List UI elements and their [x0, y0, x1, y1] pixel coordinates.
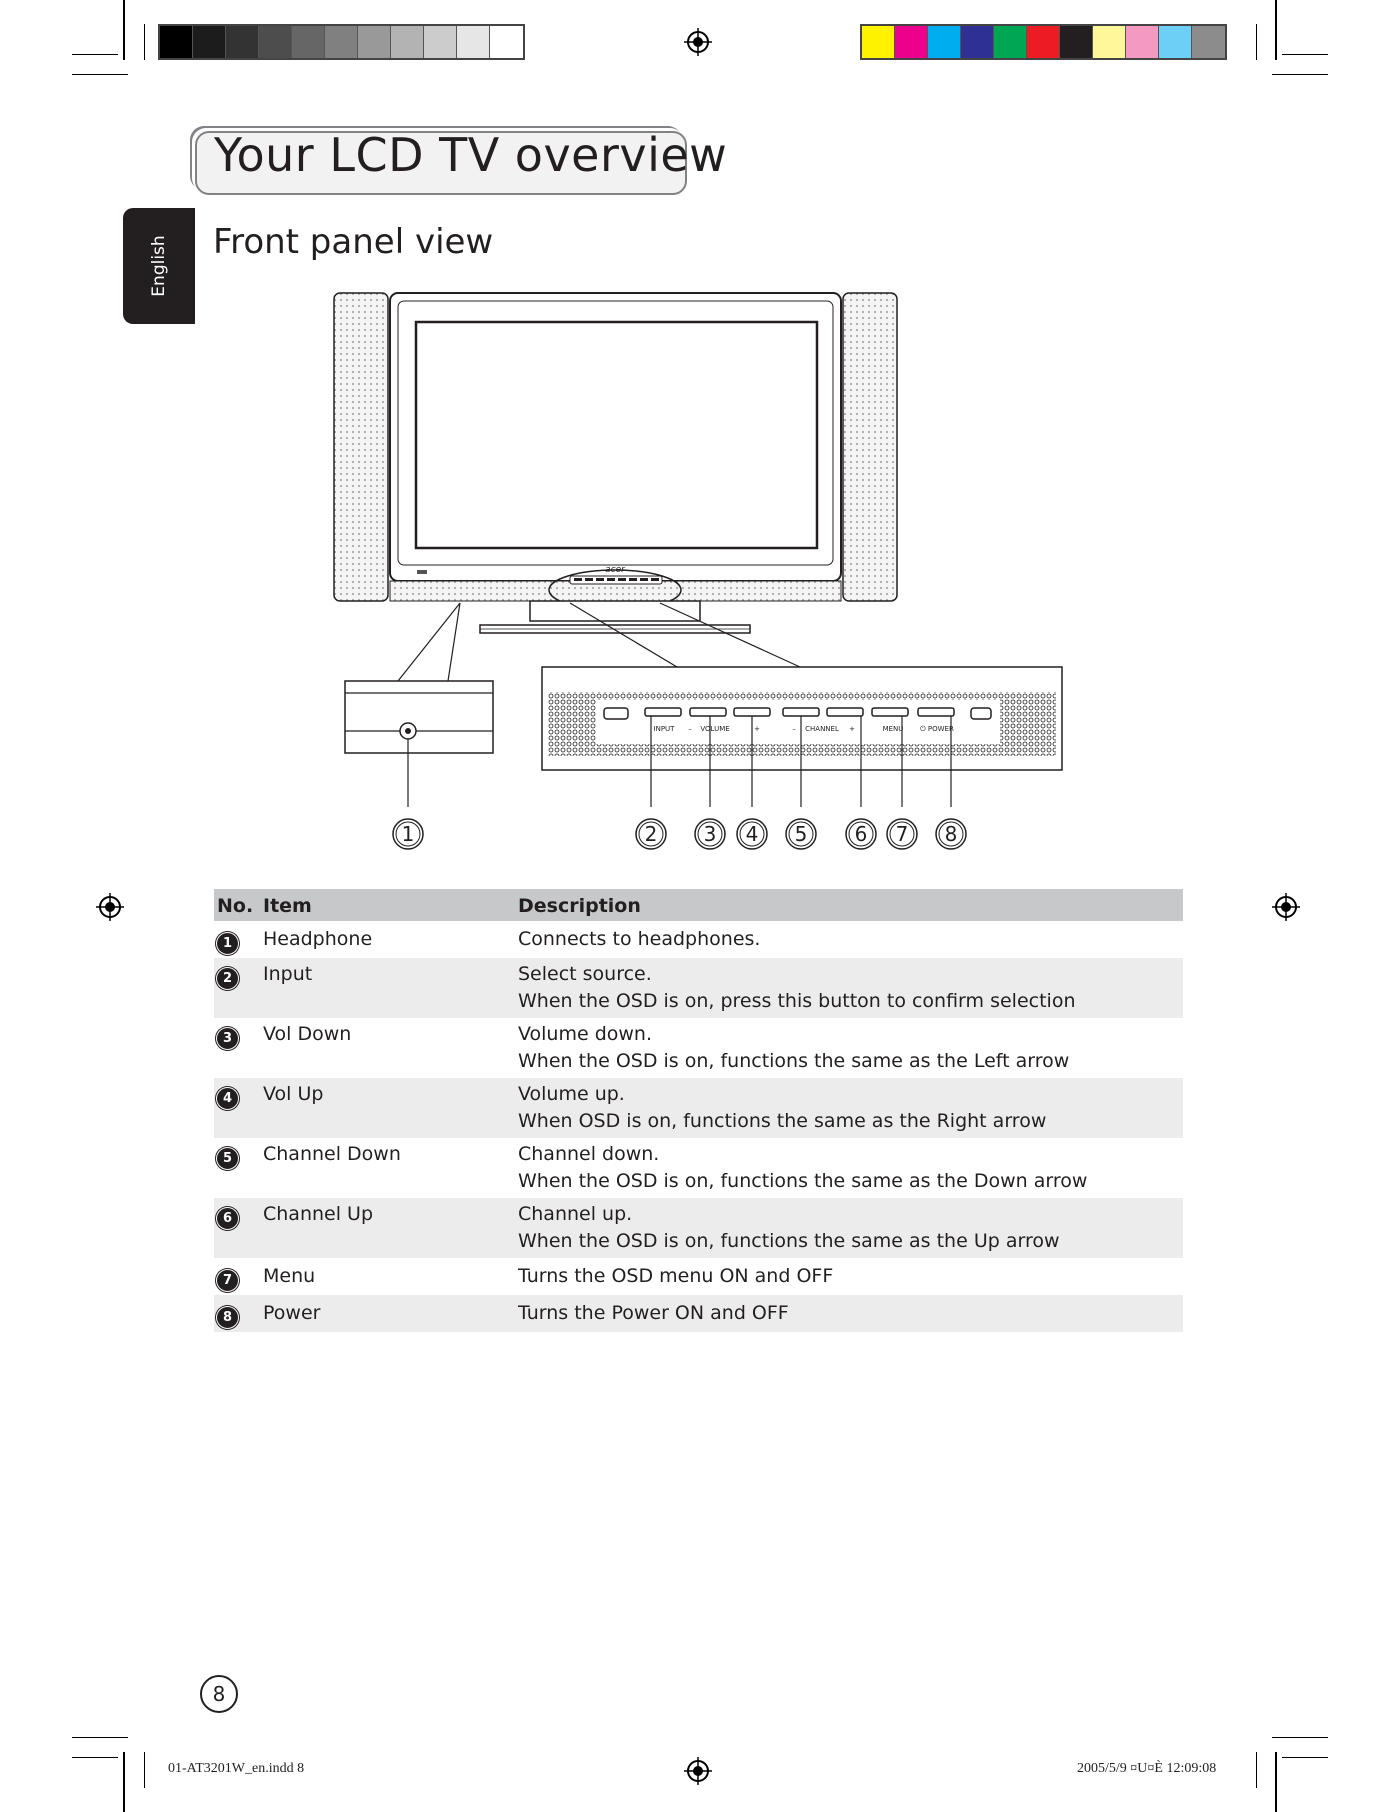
grayscale-swatch [226, 26, 259, 58]
row-description: Channel down. [518, 1143, 660, 1165]
grayscale-swatch [193, 26, 226, 58]
table-body [214, 921, 1183, 1332]
process-swatch [1060, 26, 1093, 58]
callout-numbers [393, 819, 966, 849]
process-swatch [1027, 26, 1060, 58]
crop-mark [144, 1752, 145, 1788]
header-item: Item [263, 895, 312, 917]
registration-mark-icon [96, 893, 124, 921]
row-number: 5 [217, 1148, 238, 1169]
row-description: When the OSD is on, functions the same as the Down arrow [518, 1170, 1088, 1192]
row-item: Menu [263, 1265, 316, 1287]
process-swatch [1192, 26, 1225, 58]
panel-label: CHANNEL [805, 725, 839, 733]
process-swatch [862, 26, 895, 58]
table-row [214, 1018, 1183, 1078]
row-number: 1 [217, 933, 238, 954]
callout-5 [786, 819, 816, 849]
row-item: Channel Up [263, 1203, 374, 1225]
crop-mark [123, 1752, 125, 1812]
process-swatch [928, 26, 961, 58]
callout-8 [936, 819, 966, 849]
section-title: Front panel view [213, 222, 494, 262]
header-no: No. [217, 895, 254, 917]
process-swatch [1159, 26, 1192, 58]
table-row [214, 921, 1183, 958]
process-swatch [1126, 26, 1159, 58]
table-row [214, 1258, 1183, 1295]
row-item: Vol Up [263, 1083, 324, 1105]
callout-2 [636, 819, 666, 849]
grayscale-swatch [457, 26, 490, 58]
crop-mark [1272, 1737, 1328, 1738]
footer-filename: 01-AT3201W_en.indd 8 [168, 1761, 305, 1776]
row-description: When the OSD is on, functions the same as the Left arrow [518, 1050, 1070, 1072]
row-number: 7 [217, 1270, 238, 1291]
table-row [214, 1138, 1183, 1198]
crop-mark [123, 0, 125, 60]
row-description: Turns the Power ON and OFF [518, 1302, 789, 1324]
crop-mark [72, 54, 118, 55]
features-table [214, 889, 1183, 1332]
tv-screen [416, 322, 817, 548]
callout-6 [846, 819, 876, 849]
table-row [214, 1198, 1183, 1258]
grayscale-swatch [160, 26, 193, 58]
panel-label: + [754, 725, 760, 733]
crop-mark [1282, 1757, 1328, 1758]
row-number: 6 [217, 1208, 238, 1229]
row-description: Channel up. [518, 1203, 633, 1225]
footer-timestamp: 2005/5/9 ¤U¤È 12:09:08 [1077, 1761, 1217, 1776]
svg-text:3: 3 [703, 822, 717, 846]
crop-mark [1256, 24, 1257, 60]
svg-text:1: 1 [401, 822, 415, 846]
headphone-panel [345, 681, 493, 753]
crop-mark [72, 1757, 118, 1758]
page-title: Your LCD TV overview [214, 128, 728, 182]
crop-mark [1275, 1752, 1277, 1812]
grayscale-swatch [325, 26, 358, 58]
crop-mark [1272, 74, 1328, 75]
row-number: 2 [217, 968, 238, 989]
row-item: Channel Down [263, 1143, 401, 1165]
process-swatch [895, 26, 928, 58]
row-item: Input [263, 963, 313, 985]
row-number: 8 [217, 1307, 238, 1328]
process-swatch [961, 26, 994, 58]
row-description: When the OSD is on, press this button to confirm selection [518, 990, 1076, 1012]
page-number: 8 [200, 1675, 238, 1713]
row-item: Power [263, 1302, 321, 1324]
panel-label: VOLUME [700, 725, 730, 733]
row-description: Select source. [518, 963, 652, 985]
front-panel-diagram [320, 285, 1080, 865]
row-description: Turns the OSD menu ON and OFF [518, 1265, 834, 1287]
row-description: Volume up. [518, 1083, 625, 1105]
row-description: Connects to headphones. [518, 928, 761, 950]
callout-1 [393, 819, 423, 849]
crop-mark [144, 24, 145, 60]
row-number: 4 [217, 1088, 238, 1109]
svg-text:8: 8 [944, 822, 958, 846]
grayscale-swatch [424, 26, 457, 58]
panel-label: + [849, 725, 855, 733]
row-item: Headphone [263, 928, 373, 950]
crop-mark [1282, 54, 1328, 55]
panel-label: ⏻ POWER [920, 725, 954, 733]
registration-mark-icon [684, 1757, 712, 1785]
svg-text:5: 5 [794, 822, 808, 846]
left-speaker [334, 293, 388, 601]
svg-text:acer: acer [605, 565, 625, 575]
process-swatch [994, 26, 1027, 58]
grayscale-color-bar [158, 24, 525, 60]
table-row [214, 1295, 1183, 1332]
grayscale-swatch [391, 26, 424, 58]
language-tab [123, 208, 195, 324]
tv-stand [530, 601, 700, 621]
grayscale-swatch [358, 26, 391, 58]
callout-3 [695, 819, 725, 849]
svg-text:7: 7 [895, 822, 909, 846]
process-color-bar [860, 24, 1227, 60]
row-number: 3 [217, 1028, 238, 1049]
grayscale-swatch [259, 26, 292, 58]
header-description: Description [518, 895, 641, 917]
svg-text:4: 4 [745, 822, 759, 846]
panel-label: MENU [882, 725, 904, 733]
row-description: Volume down. [518, 1023, 653, 1045]
row-description: When OSD is on, functions the same as the Right arrow [518, 1110, 1047, 1132]
table-row [214, 1078, 1183, 1138]
registration-mark-icon [1272, 893, 1300, 921]
grayscale-swatch [292, 26, 325, 58]
svg-text:2: 2 [644, 822, 658, 846]
svg-text:6: 6 [854, 822, 868, 846]
row-description: When the OSD is on, functions the same as the Up arrow [518, 1230, 1060, 1252]
table-header [214, 889, 1183, 921]
table-row [214, 958, 1183, 1018]
grayscale-swatch [490, 26, 523, 58]
process-swatch [1093, 26, 1126, 58]
row-item: Vol Down [263, 1023, 352, 1045]
callout-4 [737, 819, 767, 849]
registration-mark-icon [684, 28, 712, 56]
panel-label: – [688, 725, 692, 733]
crop-mark [72, 1737, 128, 1738]
crop-mark [1256, 1752, 1257, 1788]
panel-label: – [792, 725, 796, 733]
callout-7 [887, 819, 917, 849]
crop-mark [1275, 0, 1277, 60]
crop-mark [72, 74, 128, 75]
right-speaker [843, 293, 897, 601]
language-tab-label: English [149, 235, 169, 297]
panel-label: INPUT [653, 725, 675, 733]
